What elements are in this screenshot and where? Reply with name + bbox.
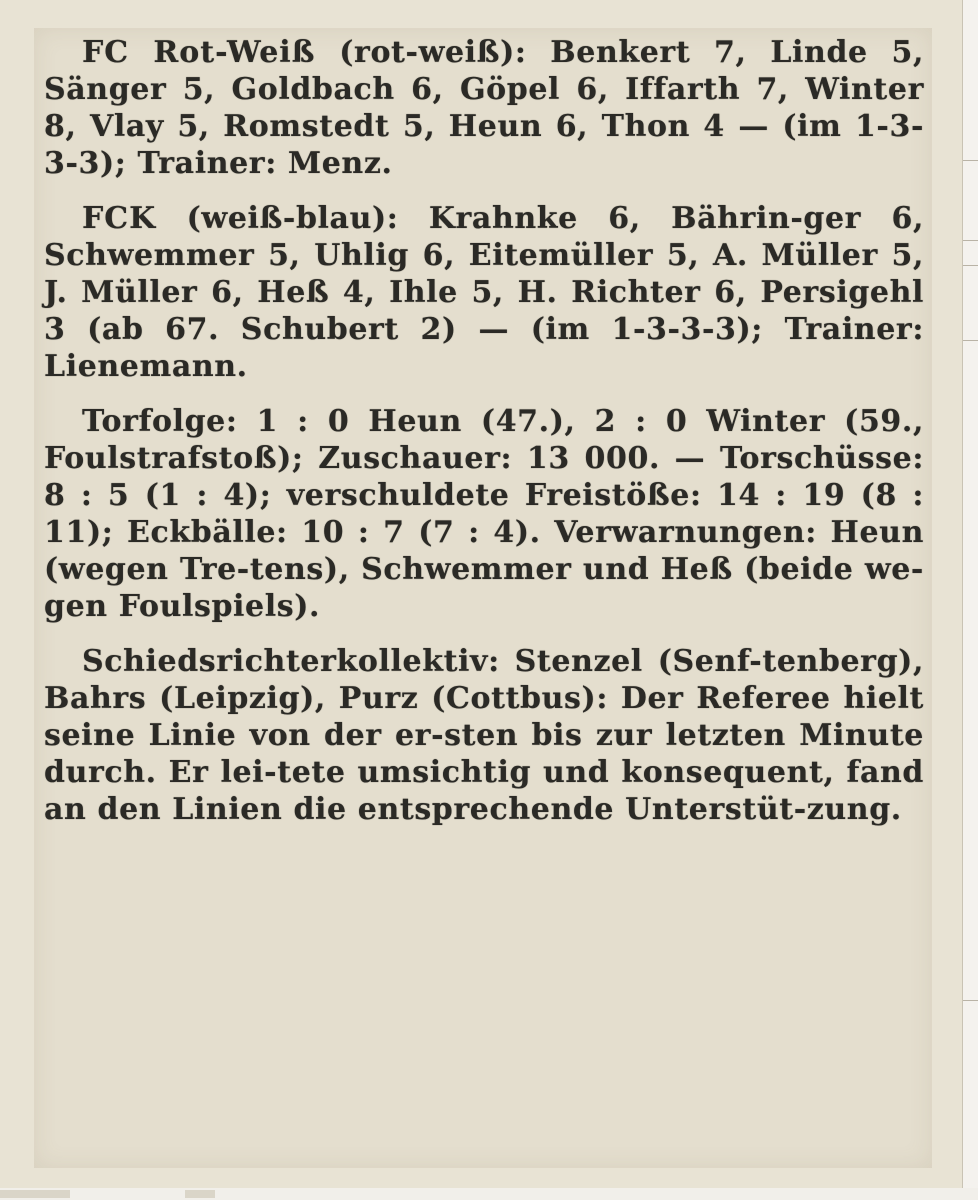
bottom-edge: [0, 1188, 978, 1200]
match-stats-body: 1 : 0 Heun (47.), 2 : 0 Winter (59., Foulstrafstoß); Zuschauer: 13 000. — Torschüsse: 8 : 5 (1 : 4); verschuldete Freistöße: 14 : 19 (8 : 11); Eckbälle: 10 : 7 (7 : 4). Verwarnungen: Heun (wegen Tre-tens), Schwemmer und Heß (beide we-gen Foulspiels).: [44, 404, 924, 624]
match-stats: [44, 403, 924, 625]
clipping-text: [44, 34, 924, 846]
edge-rule: [963, 240, 978, 241]
edge-rule: [963, 265, 978, 266]
lineup-fck-body: (weiß-blau): Krahnke 6, Bährin-ger 6, Schwemmer 5, Uhlig 6, Eitemüller 5, A. Müller 5, J. Müller 6, Heß 4, Ihle 5, H. Richter 6, Persigehl 3 (ab 67. Schubert 2) — (im 1-3-3-3); Trainer: Lienemann.: [44, 201, 924, 384]
lineup-rot-weiss-body: (rot-weiß): Benkert 7, Linde 5, Sänger 5, Goldbach 6, Göpel 6, Iffarth 7, Winter 8, Vlay 5, Romstedt 5, Heun 6, Thon 4 — (im 1-3-3-3); Trainer: Menz.: [44, 35, 924, 181]
newspaper-clipping: [34, 28, 932, 1168]
referee-report-body: Stenzel (Senf-tenberg), Bahrs (Leipzig), Purz (Cottbus): Der Referee hielt seine Linie von der er-sten bis zur letzten Minute durch. Er lei-tete umsichtig und konsequent, fand an den Linien die entsprechende Unterstüt-zung.: [44, 644, 924, 827]
lineup-rot-weiss: [44, 34, 924, 182]
edge-rule: [963, 340, 978, 341]
edge-rule: [963, 1000, 978, 1001]
referee-report: [44, 643, 924, 828]
team-name-rot-weiss: FC Rot-Weiß: [82, 35, 316, 70]
edge-smudge: [185, 1190, 215, 1198]
lineup-fck: [44, 200, 924, 385]
team-name-fck: FCK: [82, 201, 157, 236]
referee-report-lead: Schiedsrichterkollektiv:: [82, 644, 500, 679]
match-stats-lead: Torfolge:: [82, 404, 238, 439]
edge-rule: [963, 160, 978, 161]
adjacent-page-edge: [962, 0, 978, 1200]
edge-smudge: [0, 1190, 70, 1198]
